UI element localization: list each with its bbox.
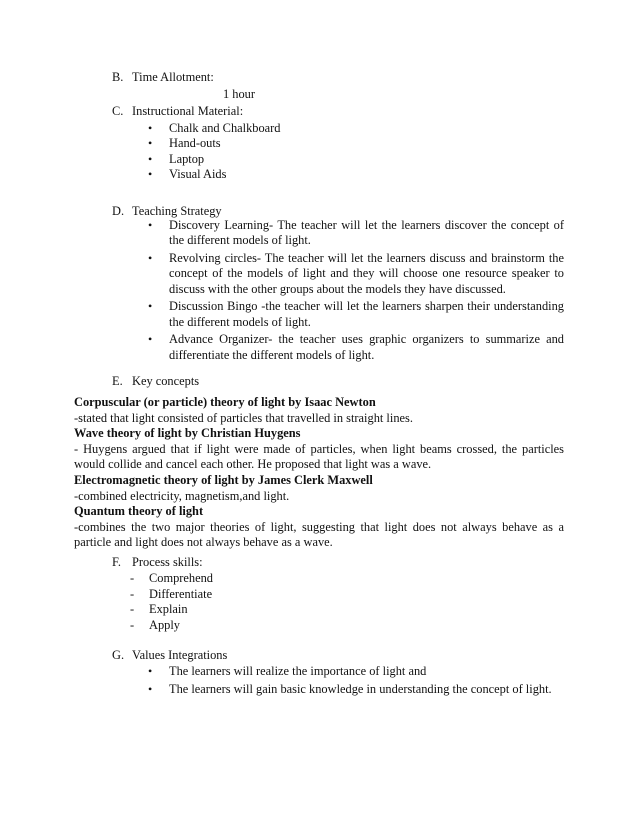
bullet-icon: • [148, 218, 153, 232]
values-integrations-list [148, 664, 564, 699]
list-item: - Comprehend [130, 571, 214, 585]
section-letter: D. [112, 204, 125, 218]
list-item: • The learners will realize the importance of light and [148, 664, 427, 678]
bullet-icon: • [148, 681, 153, 696]
list-item: • Laptop [148, 151, 205, 166]
section-letter: C. [112, 104, 124, 118]
section-title: Time Allotment: [132, 70, 214, 84]
bullet-icon: • [148, 664, 153, 678]
bullet-icon: • [148, 167, 153, 182]
heading-time-allotment [112, 70, 214, 85]
instructional-material-list [148, 121, 564, 183]
list-item: • Revolving circles- The teacher will let the learners discuss and brainstorm the concept of the models of light and they will choose one resource speaker to discuss with the other groups about the models they have discussed. [148, 251, 564, 296]
section-title: Key concepts [132, 374, 200, 388]
list-item: • Discovery Learning- The teacher will let the learners discover the concept of the different models of light. [148, 218, 564, 248]
section-title: Instructional Material: [132, 104, 244, 118]
list-item: - Apply [130, 617, 180, 632]
list-item: • Discussion Bingo -the teacher will let the learners sharpen their understanding the different models of light. [148, 299, 564, 329]
concept-title: Corpuscular (or particle) theory of light by Isaac Newton [74, 395, 376, 409]
list-item: • Advance Organizer- the teacher uses graphic organizers to summarize and differentiate the different models of light. [148, 332, 564, 362]
section-title: Teaching Strategy [132, 204, 222, 218]
list-item: • The learners will gain basic knowledge in understanding the concept of light. [148, 681, 552, 696]
concept-title: Wave theory of light by Christian Huygens [74, 426, 301, 441]
section-title: Values Integrations [132, 648, 228, 662]
section-title: Process skills: [132, 555, 203, 569]
list-item: • Visual Aids [148, 167, 227, 182]
bullet-icon: • [148, 121, 153, 135]
heading-instructional-material [112, 104, 243, 119]
section-letter: E. [112, 374, 123, 388]
concept-title: Electromagnetic theory of light by James Clerk Maxwell [74, 472, 373, 487]
bullet-icon: • [148, 299, 153, 314]
concept-description: -stated that light consisted of particles that travelled in straight lines. [74, 410, 413, 425]
concept-description: - Huygens argued that if light were made of particles, when light beams crossed, the particles would collide and cancel each other. He proposed that light was a wave. [74, 441, 564, 472]
teaching-strategy-list [148, 218, 564, 365]
list-item: • Hand-outs [148, 136, 221, 151]
list-item: - Explain [130, 602, 188, 617]
concept-description: -combined electricity, magnetism,and light. [74, 488, 290, 503]
section-letter: F. [112, 555, 121, 569]
process-skills-list [130, 571, 213, 633]
section-letter: G. [112, 648, 125, 662]
concept-description: -combines the two major theories of light, suggesting that light does not always behave as a particle and light does not always behave as a wave. [74, 519, 564, 550]
heading-values-integrations [112, 648, 227, 663]
bullet-icon: • [148, 251, 153, 265]
bullet-icon: • [148, 332, 153, 347]
time-allotment-value: 1 hour [223, 87, 256, 101]
bullet-icon: • [148, 151, 153, 166]
key-concepts-block [74, 395, 564, 551]
heading-process-skills [112, 555, 203, 570]
list-item: - Differentiate [130, 586, 213, 601]
list-item: • Chalk and Chalkboard [148, 121, 281, 135]
concept-title: Quantum theory of light [74, 504, 204, 519]
bullet-icon: • [148, 136, 153, 151]
heading-teaching-strategy [112, 204, 222, 219]
section-letter: B. [112, 70, 124, 84]
heading-key-concepts [112, 374, 199, 389]
